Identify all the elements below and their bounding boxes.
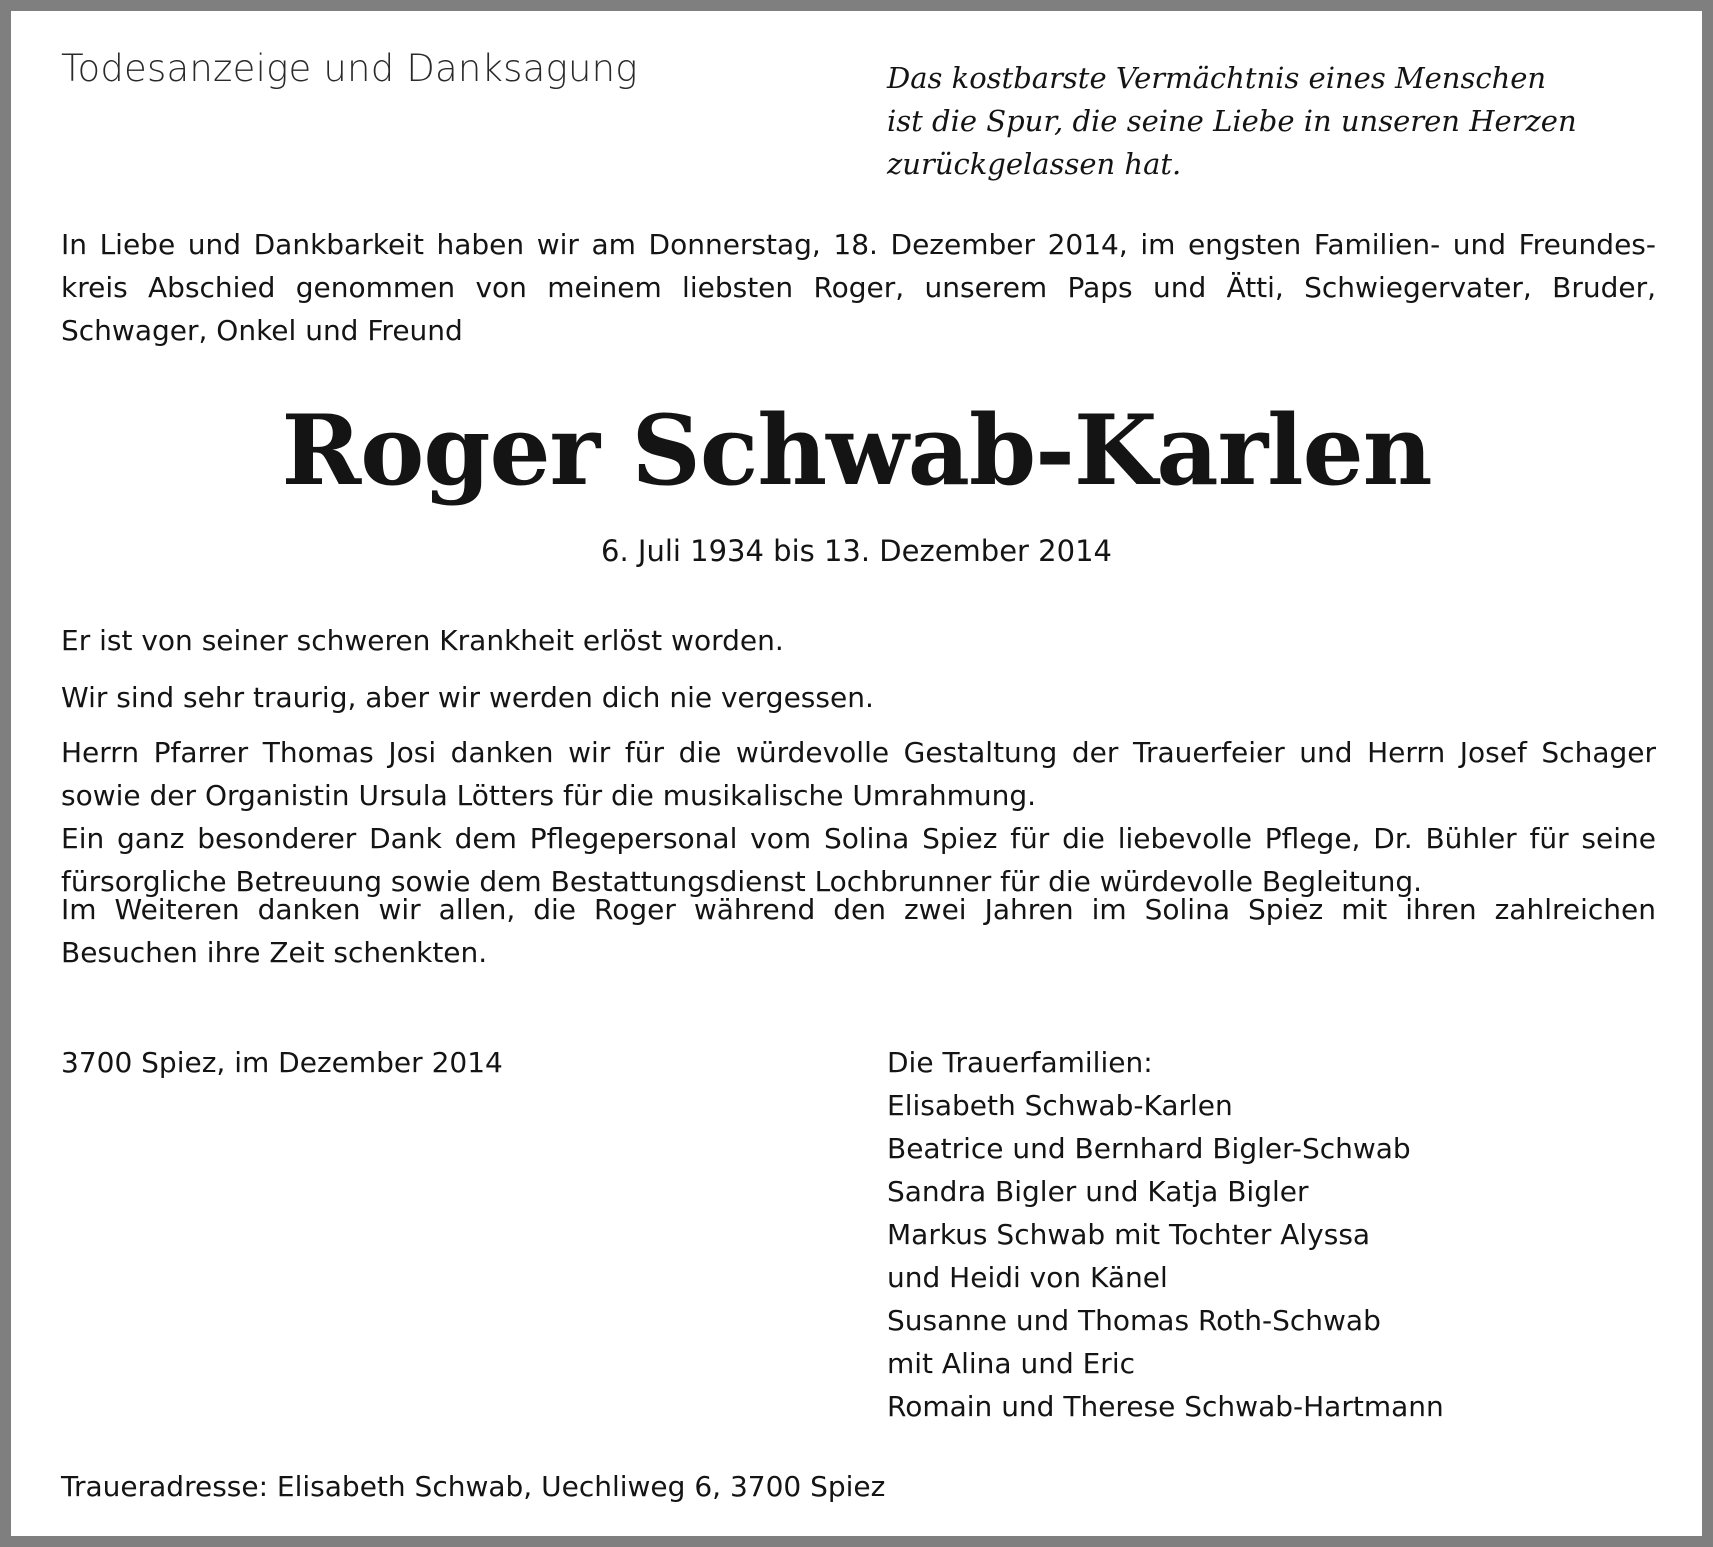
intro-line: In Liebe und Dankbarkeit haben wir am Donnerstag, 18. Dezember 2014, im engsten Familien- und Freundes- [61,228,1656,261]
mourning-families [887,1041,1444,1428]
paragraph-visitors [61,888,1656,974]
intro-line: Schwager, Onkel und Freund [61,314,463,347]
paragraph-thanks [61,731,1656,903]
family-member: Markus Schwab mit Tochter Alyssa [887,1218,1371,1251]
family-member: und Heidi von Känel [887,1261,1168,1294]
visitors-line: Im Weiteren danken wir allen, die Roger während den zwei Jahren im Solina Spiez mit ihren zahlreichen [61,893,1656,926]
place-date: 3700 Spiez, im Dezember 2014 [61,1046,503,1079]
notice-title: Todesanzeige und Danksagung [61,47,638,90]
intro-paragraph [61,223,1656,352]
paragraph-relief: Er ist von seiner schweren Krankheit erlöst worden. [61,624,784,657]
visitors-line: Besuchen ihre Zeit schenkten. [61,936,488,969]
deceased-name: Roger Schwab-Karlen [281,394,1432,507]
families-heading: Die Trauerfamilien: [887,1046,1153,1079]
mourning-address: Traueradresse: Elisabeth Schwab, Uechliweg 6, 3700 Spiez [61,1470,886,1503]
family-member: Susanne und Thomas Roth-Schwab [887,1304,1381,1337]
family-member: Elisabeth Schwab-Karlen [887,1089,1233,1122]
quote-line: Das kostbarste Vermächtnis eines Menschen [887,61,1547,95]
thanks-line: Ein ganz besonderer Dank dem Pflegepersonal vom Solina Spiez für die liebevolle Pflege, Dr. Bühler für seine [61,822,1656,855]
thanks-line: sowie der Organistin Ursula Lötters für die musikalische Umrahmung. [61,779,1037,812]
thanks-line: fürsorgliche Betreuung sowie dem Bestattungsdienst Lochbrunner für die würdevolle Begleitung. [61,865,1422,898]
intro-line: kreis Abschied genommen von meinem liebsten Roger, unserem Paps und Ätti, Schwiegervater, Bruder, [61,271,1656,304]
family-member: Romain und Therese Schwab-Hartmann [887,1390,1444,1423]
quote-line: ist die Spur, die seine Liebe in unseren Herzen [887,104,1577,138]
memorial-quote [887,57,1607,186]
family-member: Beatrice und Bernhard Bigler-Schwab [887,1132,1411,1165]
quote-line: zurückgelassen hat. [887,147,1182,181]
thanks-line: Herrn Pfarrer Thomas Josi danken wir für die würdevolle Gestaltung der Trauerfeier und Herrn Josef Schager [61,736,1656,769]
life-dates: 6. Juli 1934 bis 13. Dezember 2014 [601,534,1112,568]
family-member: mit Alina und Eric [887,1347,1135,1380]
family-member: Sandra Bigler und Katja Bigler [887,1175,1309,1208]
paragraph-sorrow: Wir sind sehr traurig, aber wir werden dich nie vergessen. [61,681,874,714]
obituary-notice [11,11,1702,1536]
